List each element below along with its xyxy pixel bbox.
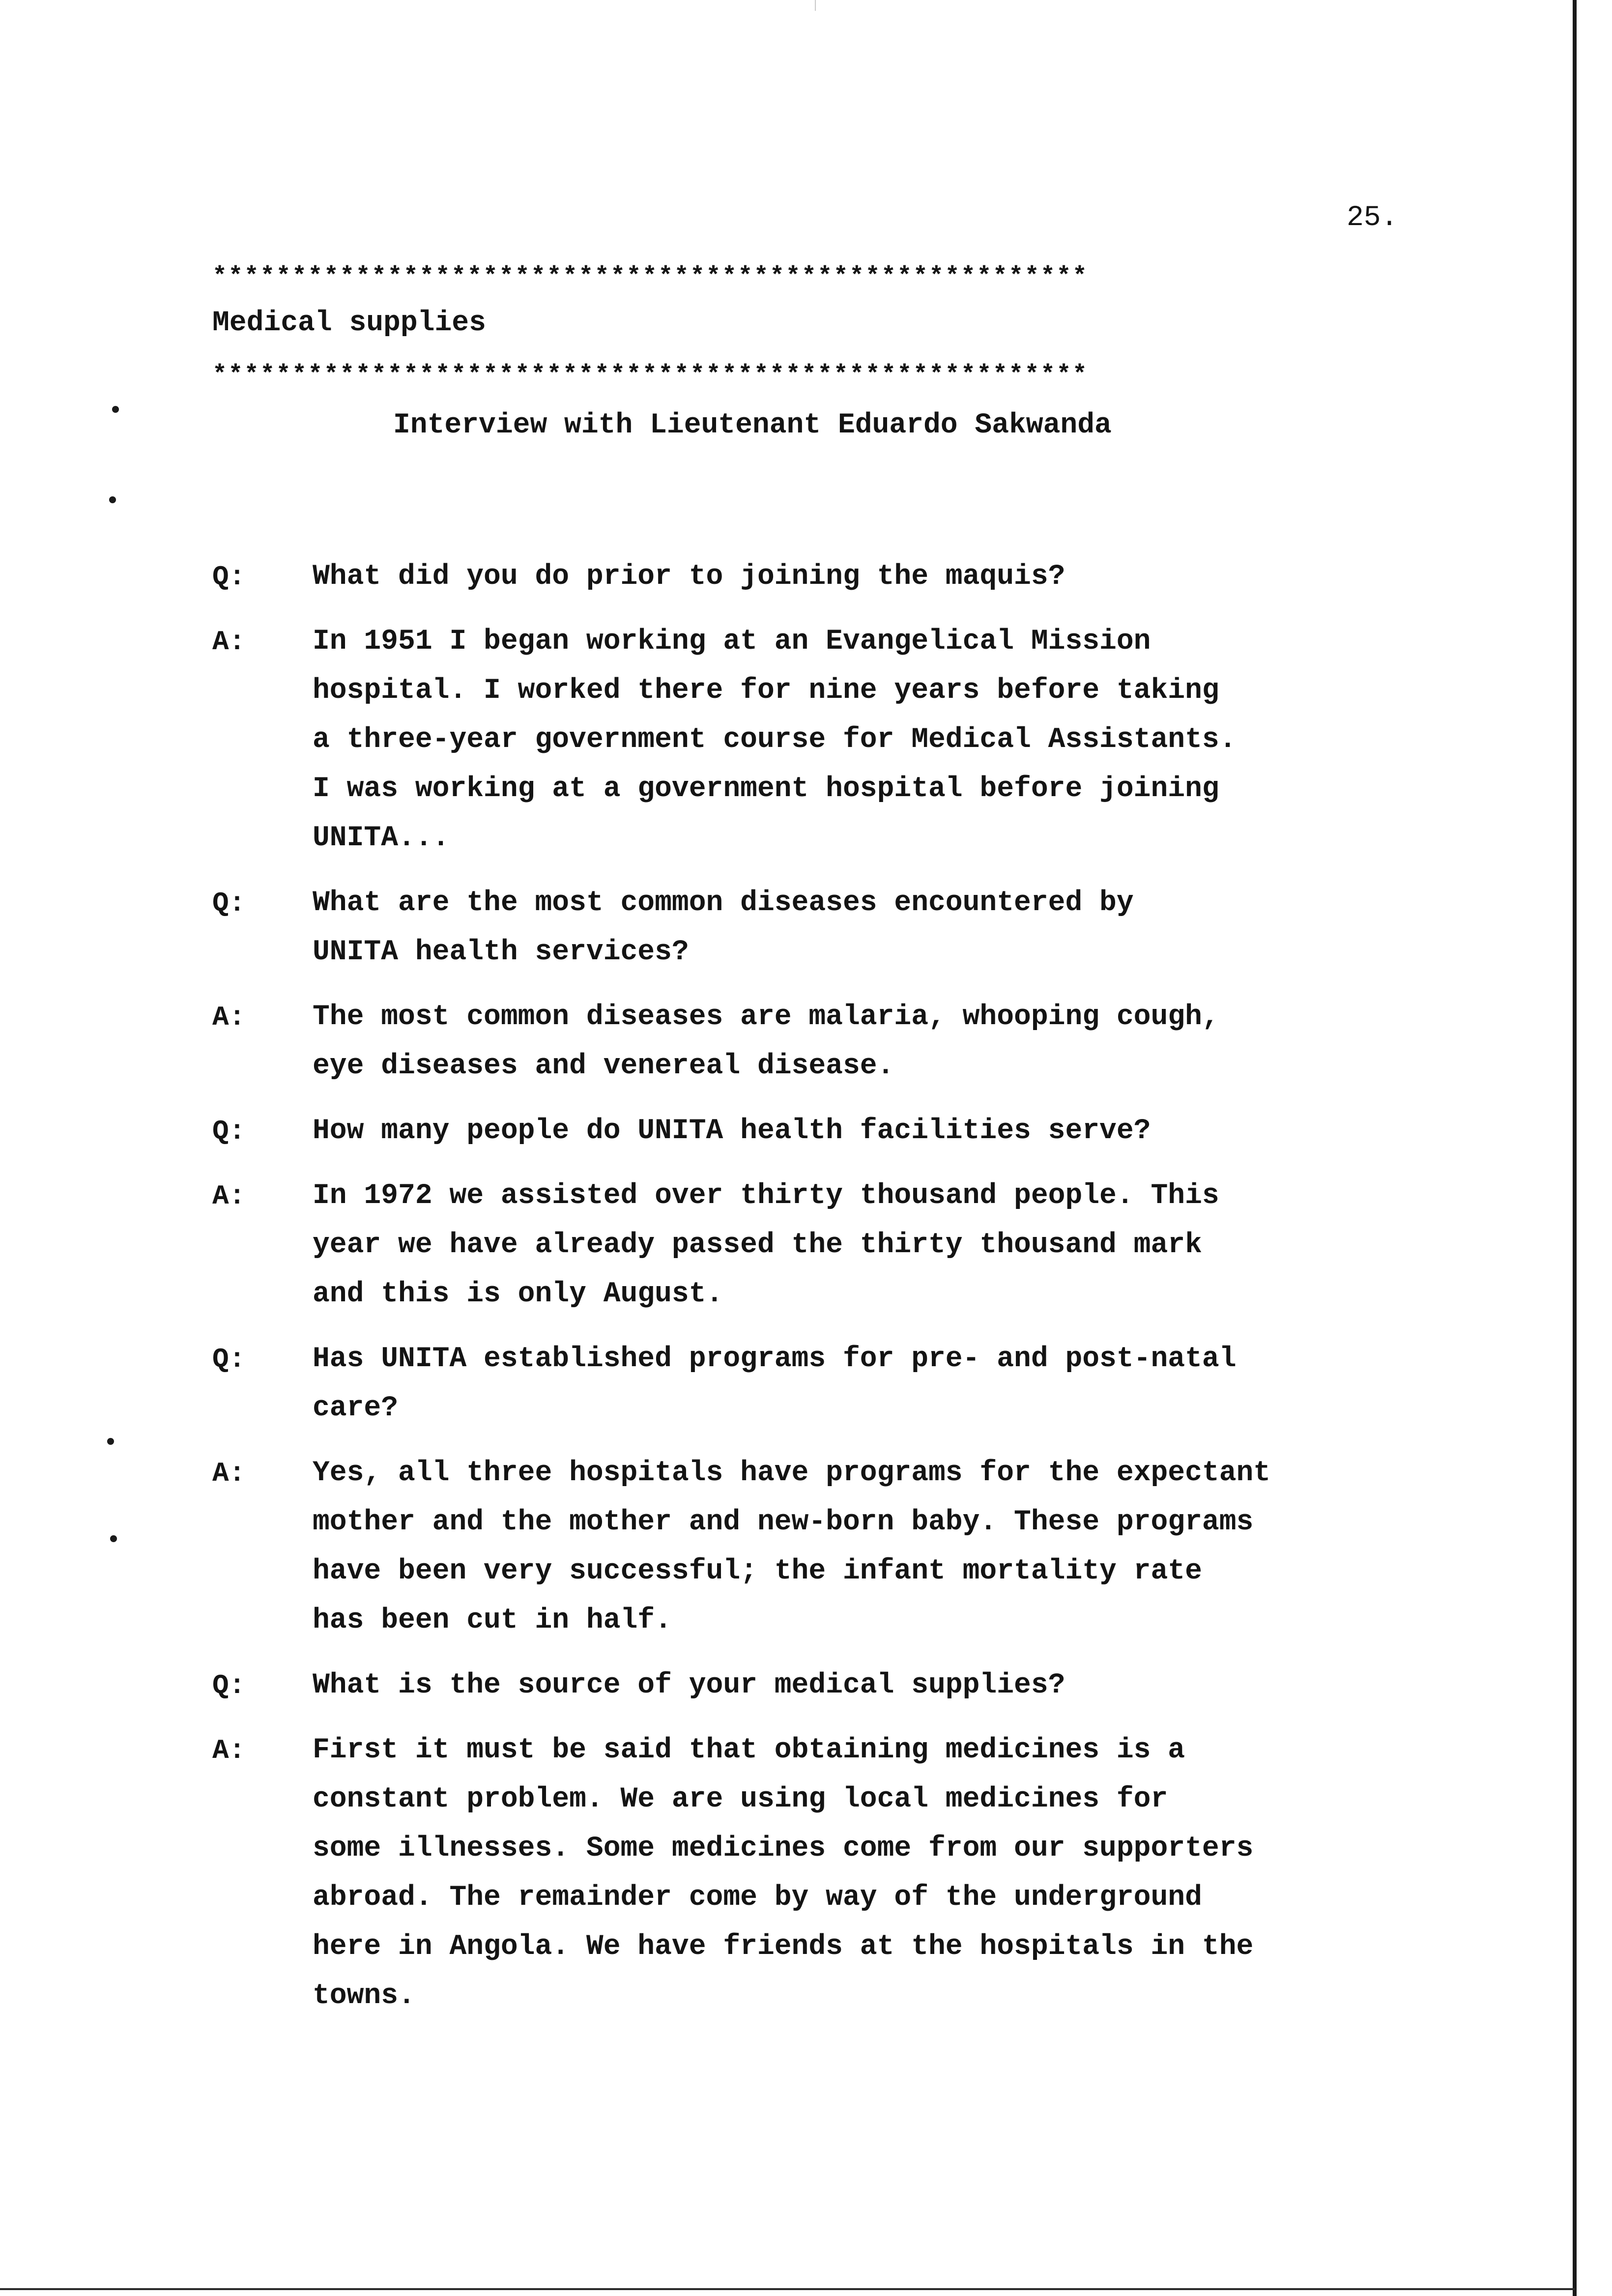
text-line: In 1951 I began working at an Evangelical Mission (313, 626, 1151, 658)
speaker-label: Q: (212, 561, 246, 593)
answer-block (212, 993, 1490, 1091)
text-line: UNITA health services? (313, 936, 689, 968)
text-line: a three-year government course for Medical Assistants. (313, 724, 1237, 756)
answer-block (212, 1449, 1490, 1645)
speaker-label: A: (212, 1458, 246, 1489)
scan-mark (815, 0, 816, 11)
text-line: some illnesses. Some medicines come from our supporters (313, 1833, 1254, 1865)
page-number: 25. (1347, 202, 1398, 234)
speaker-label: Q: (212, 1670, 246, 1701)
exchange-text (313, 552, 1487, 602)
text-line: abroad. The remainder come by way of the underground (313, 1882, 1202, 1914)
speaker-label: A: (212, 1735, 246, 1766)
section-title: Medical supplies (212, 307, 486, 339)
text-line: towns. (313, 1980, 415, 2012)
exchange-text (313, 993, 1487, 1091)
text-line: hospital. I worked there for nine years before taking (313, 675, 1219, 707)
margin-dot (112, 406, 119, 413)
text-line: How many people do UNITA health facilities serve? (313, 1115, 1151, 1147)
speaker-label: A: (212, 1002, 246, 1033)
page-edge-bottom (0, 2288, 1575, 2290)
text-line: First it must be said that obtaining medicines is a (313, 1734, 1185, 1766)
text-line: UNITA... (313, 822, 450, 854)
text-line: here in Angola. We have friends at the hospitals in the (313, 1931, 1254, 1963)
answer-block (212, 1172, 1490, 1319)
text-line: year we have already passed the thirty thousand mark (313, 1229, 1202, 1261)
answer-block (212, 617, 1490, 863)
exchange-text (313, 879, 1487, 977)
exchange-text (313, 617, 1487, 863)
question-block (212, 1661, 1490, 1710)
exchange-text (313, 1107, 1487, 1156)
text-line: care? (313, 1392, 399, 1424)
text-line: In 1972 we assisted over thirty thousand people. This (313, 1180, 1219, 1212)
text-line: constant problem. We are using local medicines for (313, 1783, 1168, 1815)
margin-dot (107, 1438, 114, 1445)
speaker-label: A: (212, 626, 246, 658)
exchange-text (313, 1172, 1487, 1319)
interview-transcript (212, 552, 1490, 2037)
speaker-label: Q: (212, 1344, 246, 1375)
exchange-text (313, 1449, 1487, 1645)
answer-block (212, 1726, 1490, 2021)
text-line: and this is only August. (313, 1278, 723, 1310)
interview-subtitle: Interview with Lieutenant Eduardo Sakwanda (393, 409, 1112, 441)
exchange-text (313, 1335, 1487, 1433)
exchange-text (313, 1661, 1487, 1710)
asterisk-divider-top: ******************************************************* (212, 263, 1089, 291)
asterisk-divider-bottom: ******************************************************* (212, 361, 1089, 389)
margin-dot (109, 496, 116, 503)
text-line: mother and the mother and new-born baby. These programs (313, 1506, 1254, 1538)
text-line: What did you do prior to joining the maquis? (313, 561, 1065, 593)
text-line: What is the source of your medical supplies? (313, 1669, 1065, 1701)
text-line: has been cut in half. (313, 1605, 672, 1636)
text-line: eye diseases and venereal disease. (313, 1050, 894, 1082)
question-block (212, 1335, 1490, 1433)
speaker-label: Q: (212, 888, 246, 919)
question-block (212, 879, 1490, 977)
text-line: have been very successful; the infant mortality rate (313, 1555, 1202, 1587)
question-block (212, 1107, 1490, 1156)
text-line: Has UNITA established programs for pre- and post-natal (313, 1343, 1237, 1375)
page-edge-right (1573, 0, 1577, 2296)
text-line: What are the most common diseases encountered by (313, 887, 1134, 919)
question-block (212, 552, 1490, 602)
speaker-label: A: (212, 1180, 246, 1212)
margin-dot (110, 1535, 117, 1542)
text-line: I was working at a government hospital before joining (313, 773, 1219, 805)
speaker-label: Q: (212, 1116, 246, 1147)
text-line: Yes, all three hospitals have programs for the expectant (313, 1457, 1271, 1489)
text-line: The most common diseases are malaria, whooping cough, (313, 1001, 1219, 1033)
exchange-text (313, 1726, 1487, 2021)
